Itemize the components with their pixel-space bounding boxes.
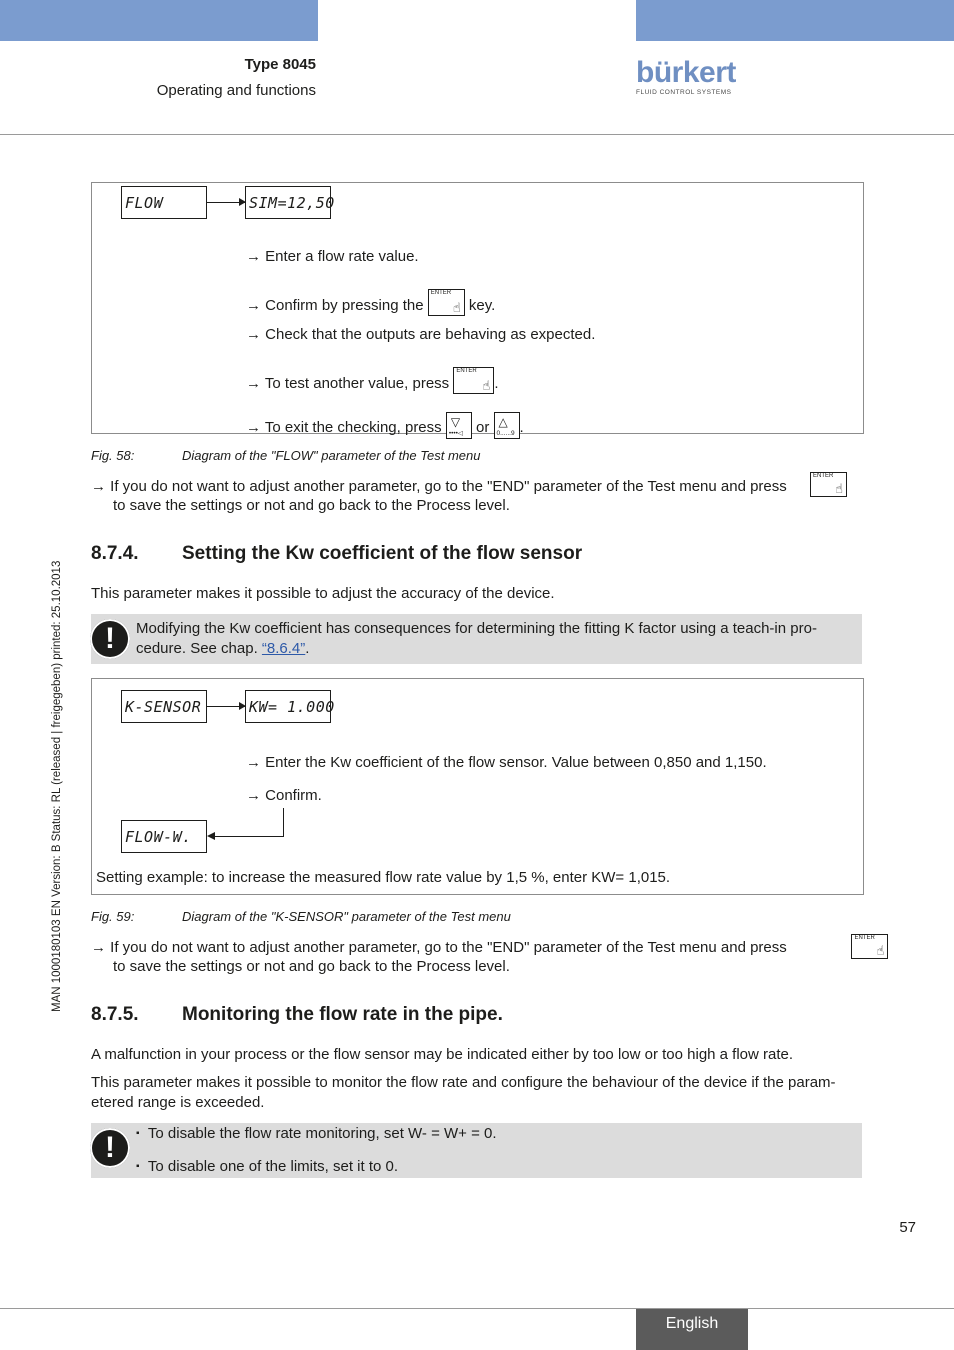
logo-word: bürkert	[636, 56, 736, 89]
hand-icon: ☝	[482, 378, 491, 393]
enter-key-label: ENTER	[430, 290, 452, 296]
fig59-return-arrowhead	[207, 832, 215, 840]
fig59-arrow	[207, 706, 245, 707]
fig58-step-test-another	[246, 367, 499, 394]
hand-icon: ☝	[835, 481, 843, 496]
lcd-flow: FLOW	[121, 186, 207, 219]
lcd-flow-w: FLOW-W.	[121, 820, 207, 853]
down-triangle-icon: ▽	[450, 415, 461, 429]
page-number: 57	[899, 1219, 916, 1236]
fig58-step-check-outputs: → Check that the outputs are behaving as expected.	[246, 326, 596, 343]
enter-key-label: ENTER	[813, 473, 834, 479]
down-key-label: ••••◁	[448, 430, 463, 437]
up-triangle-icon: △	[498, 415, 508, 429]
section-875-para2-line1: This parameter makes it possible to monitor the flow rate and configure the behaviour of the device if the param-	[91, 1074, 836, 1091]
warning-note-line2	[136, 639, 309, 659]
after58-instruction-cont: to save the settings or not and go back to the Process level.	[113, 497, 510, 514]
down-arrow-key-icon	[446, 412, 472, 439]
section-875-para1: A malfunction in your process or the flow sensor may be indicated either by too low or too high a flow rate.	[91, 1046, 794, 1063]
bullet-marker: ▪	[136, 1128, 140, 1139]
hand-icon: ☝	[876, 943, 885, 958]
fig58-step-confirm	[246, 289, 495, 316]
logo-tagline: FLUID CONTROL SYSTEMS	[636, 89, 732, 96]
section-875-title: Monitoring the flow rate in the pipe.	[182, 1004, 503, 1025]
header-divider	[0, 134, 954, 135]
section-875-number: 8.7.5.	[91, 1004, 139, 1025]
lcd-k-sensor: K-SENSOR	[121, 690, 207, 723]
after58-instruction: → If you do not want to adjust another parameter, go to the "END" parameter of the Test menu and press	[91, 478, 787, 495]
fig59-setting-example: Setting example: to increase the measured flow rate value by 1,5 %, enter KW= 1,015.	[96, 869, 671, 886]
fig58-step-exit-text: → To exit the checking, press	[246, 419, 446, 436]
chapter-link-864[interactable]: “8.6.4”	[261, 640, 306, 657]
fig59-caption-number: Fig. 59:	[91, 909, 135, 924]
fig58-step-confirm-text: → Confirm by pressing the	[246, 297, 428, 314]
warning-icon: !	[90, 1128, 130, 1168]
bullet-text: To disable one of the limits, set it to 0.	[147, 1158, 399, 1175]
warning-icon: !	[90, 619, 130, 659]
fig58-step-test-another-suffix: .	[494, 375, 499, 392]
document-subtitle: Operating and functions	[156, 82, 316, 99]
enter-key-label: ENTER	[456, 368, 477, 374]
header-band-left	[0, 0, 318, 41]
fig58-step-exit-or: or	[471, 419, 494, 436]
fig58-step-confirm-suffix: key.	[464, 297, 496, 314]
fig59-caption-text: Diagram of the "K-SENSOR" parameter of the Test menu	[182, 909, 511, 924]
fig59-step-confirm: → Confirm.	[246, 787, 322, 804]
hand-icon: ☝	[452, 300, 461, 315]
language-tab: English	[636, 1309, 748, 1350]
up-arrow-key-icon	[494, 412, 520, 439]
bullet-marker: ▪	[136, 1161, 140, 1172]
warning-note-line1: Modifying the Kw coefficient has consequences for determining the fitting K factor using a teach-in pro-	[136, 620, 817, 637]
fig58-arrow	[207, 202, 245, 203]
enter-key-icon	[453, 367, 494, 394]
section-875-para2-line2: etered range is exceeded.	[91, 1094, 265, 1111]
lcd-kw: KW= 1.000	[245, 690, 331, 723]
section-874-number: 8.7.4.	[91, 543, 139, 564]
document-status-sidebar: MAN 1000180103 EN Version: B Status: RL (released | freigegeben) printed: 25.10.2013	[51, 560, 63, 1012]
lcd-sim: SIM=12,50	[245, 186, 331, 219]
bullet-text: To disable the flow rate monitoring, set W- = W+ = 0.	[147, 1125, 497, 1142]
up-key-label: 0......9	[496, 430, 515, 437]
enter-key-label: ENTER	[854, 935, 875, 941]
fig58-step-exit	[246, 412, 524, 439]
warning-note-line2-text: cedure. See chap.	[136, 640, 262, 657]
enter-key-icon	[428, 289, 465, 316]
fig58-step-test-another-text: → To test another value, press	[246, 375, 454, 392]
bullet-disable-monitoring	[136, 1124, 497, 1144]
section-874-title: Setting the Kw coefficient of the flow sensor	[182, 543, 583, 564]
fig58-step-enter-value: → Enter a flow rate value.	[246, 248, 419, 265]
enter-key-icon	[810, 472, 847, 497]
footer-divider	[0, 1308, 954, 1309]
after59-instruction: → If you do not want to adjust another parameter, go to the "END" parameter of the Test menu and press	[91, 939, 787, 956]
fig58-step-exit-suffix: .	[519, 419, 524, 436]
fig59-return-line-vertical	[283, 808, 284, 837]
fig59-step-enter-kw: → Enter the Kw coefficient of the flow sensor. Value between 0,850 and 1,150.	[246, 754, 767, 771]
warning-note-line2-end: .	[305, 640, 310, 657]
header-band-right	[636, 0, 954, 41]
fig58-caption-number: Fig. 58:	[91, 448, 135, 463]
document-type: Type 8045	[244, 56, 316, 73]
burkert-logo	[636, 58, 736, 96]
enter-key-icon	[851, 934, 888, 959]
fig58-caption-text: Diagram of the "FLOW" parameter of the Test menu	[182, 448, 481, 463]
fig59-return-line-horizontal	[214, 836, 284, 837]
after59-instruction-cont: to save the settings or not and go back to the Process level.	[113, 958, 510, 975]
bullet-disable-limit	[136, 1157, 398, 1177]
section-874-intro: This parameter makes it possible to adjust the accuracy of the device.	[91, 585, 555, 602]
